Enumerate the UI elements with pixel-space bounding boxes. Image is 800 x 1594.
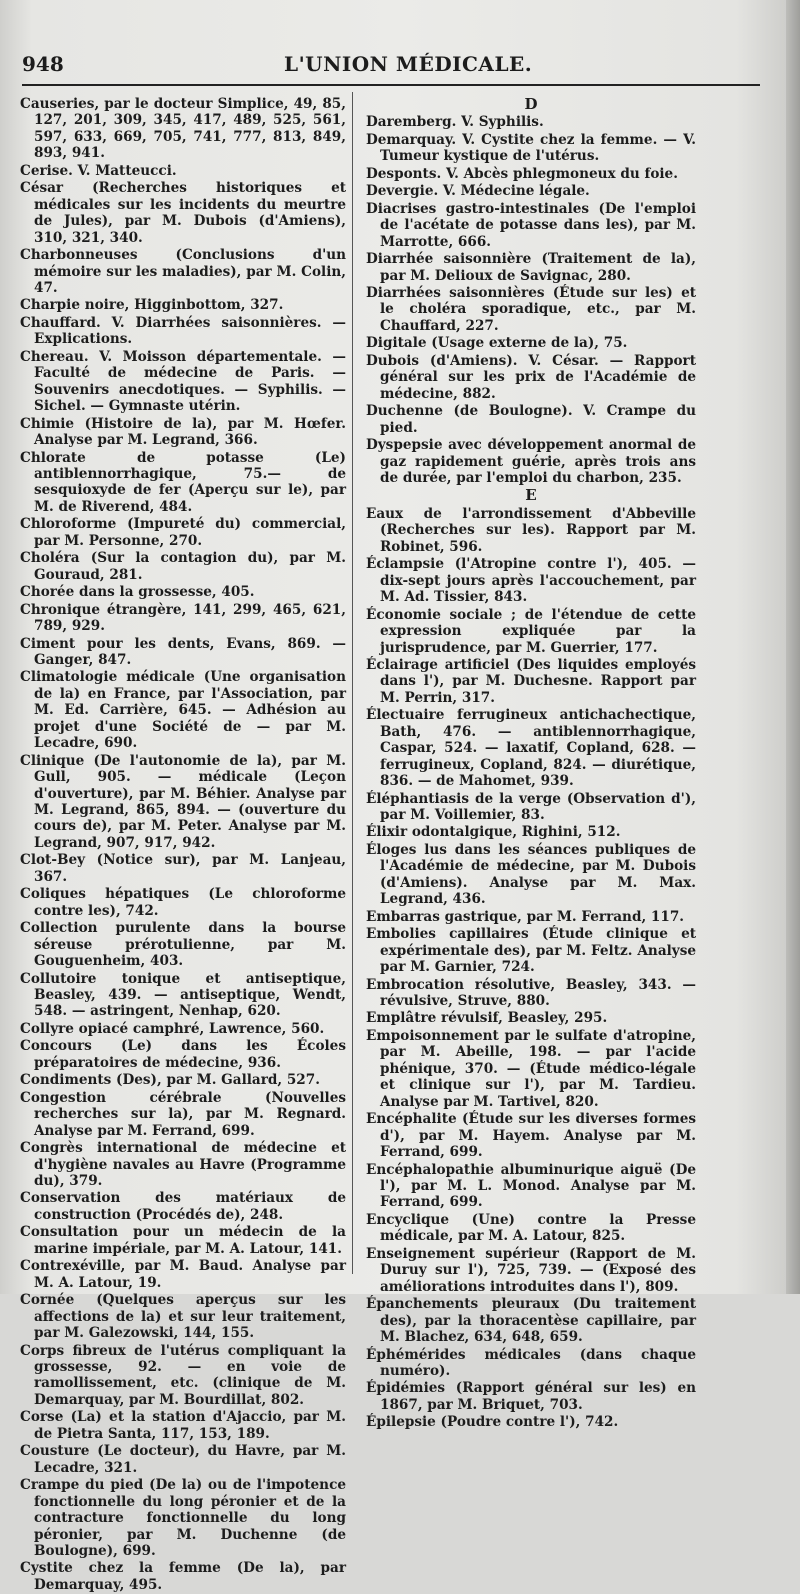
index-entry: Collyre opiacé camphré, Lawrence, 560. [20, 1020, 325, 1037]
index-entry: Daremberg. V. Syphilis. [366, 114, 544, 131]
index-entry: Élixir odontalgique, Righini, 512. [366, 824, 621, 841]
index-entry: Éclampsie (l'Atropine contre l'), 405. — dix-sept jours après l'accouchement, par M. Ad. Tissier, 843. [366, 556, 696, 606]
page-number: 948 [22, 52, 64, 76]
index-entry: Causeries, par le docteur Simplice, 49, 85, 127, 201, 309, 345, 417, 489, 525, 561, 597, 633, 669, 705, 741, 777, 813, 849, 893, 941. [20, 96, 346, 162]
index-entry: Crampe du pied (De la) ou de l'impotence fonctionnelle du long péronier et de la contracture fonctionnelle du long péronier, par M. Duchenne (de Boulogne), 699. [20, 1477, 346, 1559]
index-entry: Demarquay. V. Cystite chez la femme. — V. Tumeur kystique de l'utérus. [366, 131, 696, 165]
index-entry: Consultation pour un médecin de la marine impériale, par M. A. Latour, 141. [20, 1224, 346, 1257]
index-entry: Dyspepsie avec développement anormal de gaz rapidement guérie, après trois ans de durée, par l'emploi du charbon, 235. [366, 437, 696, 486]
index-entry: Collutoire tonique et antiseptique, Beasley, 439. — antiseptique, Wendt, 548. — astringent, Nenhap, 620. [20, 970, 346, 1020]
index-entry: Diarrhée saisonnière (Traitement de la), par M. Delioux de Savignac, 280. [366, 251, 696, 284]
journal-title: L'UNION MÉDICALE. [284, 52, 533, 76]
index-entry: Éphémérides médicales (dans chaque numéro). [366, 1346, 696, 1379]
index-entry: Épidémies (Rapport général sur les) en 1867, par M. Briquet, 703. [366, 1380, 696, 1413]
index-entry: Digitale (Usage externe de la), 75. [366, 335, 628, 352]
index-entry: Embarras gastrique, par M. Ferrand, 117. [366, 908, 685, 925]
index-entry: Duchenne (de Boulogne). V. Crampe du pied. [366, 403, 696, 436]
index-entry: Contrexéville, par M. Baud. Analyse par M. A. Latour, 19. [20, 1258, 346, 1291]
index-entry: Éloges lus dans les séances publiques de l'Académie de médecine, par M. Dubois (d'Amiens). Analyse par M. Max. Legrand, 436. [366, 841, 696, 908]
index-entry: Chereau. V. Moisson départementale. — Faculté de médecine de Paris. — Souvenirs anecdotiques. — Syphilis. — Sichel. — Gymnaste utérin. [20, 348, 346, 415]
index-entry: Charpie noire, Higginbottom, 327. [20, 297, 284, 314]
right-column [366, 96, 696, 1432]
index-entry: Cerise. V. Matteucci. [20, 162, 177, 179]
index-entry: César (Recherches historiques et médicales sur les incidents du meurtre de Jules), par M. Dubois (d'Amiens), 310, 321, 340. [20, 180, 346, 246]
index-entry: Éléphantiasis de la verge (Observation d'), par M. Voillemier, 83. [366, 790, 696, 824]
index-entry: Desponts. V. Abcès phlegmoneux du foie. [366, 165, 678, 182]
index-entry: Chlorate de potasse (Le) antiblennorrhagique, 75.— de sesquioxyde de fer (Aperçu sur le), par M. de Riverend, 484. [20, 449, 346, 515]
index-entry: Clot-Bey (Notice sur), par M. Lanjeau, 367. [20, 852, 346, 885]
column-divider [352, 92, 353, 1274]
index-entry: Encéphalopathie albuminurique aiguë (De l'), par M. L. Monod. Analyse par M. Ferrand, 699. [366, 1161, 696, 1211]
left-column [20, 96, 346, 1594]
index-entry: Charbonneuses (Conclusions d'un mémoire sur les maladies), par M. Colin, 47. [20, 247, 346, 296]
index-entry: Diacrises gastro-intestinales (De l'emploi de l'acétate de potasse dans les), par M. Marrotte, 666. [366, 200, 696, 250]
index-entry: Cystite chez la femme (De la), par Demarquay, 495. [20, 1560, 346, 1593]
index-entry: Chorée dans la grossesse, 405. [20, 584, 255, 601]
index-entry: Éclairage artificiel (Des liquides employés dans l'), par M. Duchesne. Rapport par M. Perrin, 317. [366, 656, 696, 706]
section-letter-d: D [524, 95, 538, 113]
index-entry: Chronique étrangère, 141, 299, 465, 621, 789, 929. [20, 601, 346, 635]
index-entry: Choléra (Sur la contagion du), par M. Gouraud, 281. [20, 550, 346, 583]
index-entry: Diarrhées saisonnières (Étude sur les) et le choléra sporadique, etc., par M. Chauffard, 227. [366, 284, 696, 334]
entries-d [366, 114, 696, 486]
index-entry: Coliques hépatiques (Le chloroforme contre les), 742. [20, 886, 346, 919]
index-entry: Emplâtre révulsif, Beasley, 295. [366, 1010, 608, 1027]
index-entry: Enseignement supérieur (Rapport de M. Duruy sur l'), 725, 739. — (Exposé des améliorations introduites dans l'), 809. [366, 1245, 696, 1295]
index-entry: Dubois (d'Amiens). V. César. — Rapport général sur les prix de l'Académie de médecine, 882. [366, 352, 696, 402]
index-entry: Embolies capillaires (Étude clinique et expérimentale des), par M. Feltz. Analyse par M. Garnier, 724. [366, 926, 696, 976]
index-entry: Empoisonnement par le sulfate d'atropine, par M. Abeille, 198. — par l'acide phénique, 370. — (Étude médico-légale et clinique sur l'), par M. Tardieu. Analyse par M. Tartivel, 820. [366, 1027, 696, 1110]
entries-e [366, 506, 696, 1431]
index-entry: Cousture (Le docteur), du Havre, par M. Lecadre, 321. [20, 1443, 346, 1476]
index-entry: Collection purulente dans la bourse séreuse prérotulienne, par M. Gouguenheim, 403. [20, 920, 346, 970]
index-entry: Encéphalite (Étude sur les diverses formes d'), par M. Hayem. Analyse par M. Ferrand, 699. [366, 1111, 696, 1161]
index-entry: Cornée (Quelques aperçus sur les affections de la) et sur leur traitement, par M. Galezowski, 144, 155. [20, 1292, 346, 1342]
index-entry: Chimie (Histoire de la), par M. Hœfer. Analyse par M. Legrand, 366. [20, 415, 346, 449]
index-entry: Climatologie médicale (Une organisation de la) en France, par l'Association, par M. Ed. Carrière, 645. — Adhésion au projet d'une Société de — par M. Lecadre, 690. [20, 669, 346, 752]
index-entry: Conservation des matériaux de construction (Procédés de), 248. [20, 1190, 346, 1223]
index-entry: Concours (Le) dans les Écoles préparatoires de médecine, 936. [20, 1038, 346, 1071]
index-entry: Corps fibreux de l'utérus compliquant la grossesse, 92. — en voie de ramollissement, etc. (clinique de M. Demarquay, par M. Bourdillat, 802. [20, 1342, 346, 1408]
index-entry: Clinique (De l'autonomie de la), par M. Gull, 905. — médicale (Leçon d'ouverture), par M. Béhier. Analyse par M. Legrand, 865, 894. — (ouverture du cours de), par M. Peter. Analyse par M. Legrand, 907, 917, 942. [20, 752, 346, 851]
index-entry: Épanchements pleuraux (Du traitement des), par la thoracentèse capillaire, par M. Blachez, 634, 648, 659. [366, 1296, 696, 1346]
page-edge [786, 0, 800, 1294]
index-entry: Embrocation résolutive, Beasley, 343. — révulsive, Struve, 880. [366, 976, 696, 1010]
index-entry: Électuaire ferrugineux antichachectique, Bath, 476. — antiblennorrhagique, Caspar, 524. — laxatif, Copland, 628. — ferrugineux, Copland, 824. — diurétique, 836. — de Mahomet, 939. [366, 707, 696, 790]
section-letter-e: E [525, 486, 537, 505]
header-rule [22, 84, 760, 86]
index-entry: Devergie. V. Médecine légale. [366, 183, 590, 200]
index-entry: Eaux de l'arrondissement d'Abbeville (Recherches sur les). Rapport par M. Robinet, 596. [366, 505, 696, 555]
index-entry: Condiments (Des), par M. Gallard, 527. [20, 1072, 320, 1089]
index-entry: Économie sociale ; de l'étendue de cette expression expliquée par la jurisprudence, par M. Guerrier, 177. [366, 606, 696, 656]
index-entry: Congestion cérébrale (Nouvelles recherches sur la), par M. Regnard. Analyse par M. Ferrand, 699. [20, 1089, 346, 1139]
index-entry: Corse (La) et la station d'Ajaccio, par M. de Pietra Santa, 117, 153, 189. [20, 1409, 346, 1442]
index-entry: Encyclique (Une) contre la Presse médicale, par M. A. Latour, 825. [366, 1211, 696, 1245]
page-header [22, 52, 762, 82]
index-entry: Congrès international de médecine et d'hygiène navales au Havre (Programme du), 379. [20, 1140, 346, 1189]
index-entry: Épilepsie (Poudre contre l'), 742. [366, 1414, 619, 1431]
index-entry: Ciment pour les dents, Evans, 869. — Ganger, 847. [20, 635, 346, 668]
index-entry: Chauffard. V. Diarrhées saisonnières. — Explications. [20, 314, 346, 348]
index-entry: Chloroforme (Impureté du) commercial, par M. Personne, 270. [20, 516, 346, 549]
